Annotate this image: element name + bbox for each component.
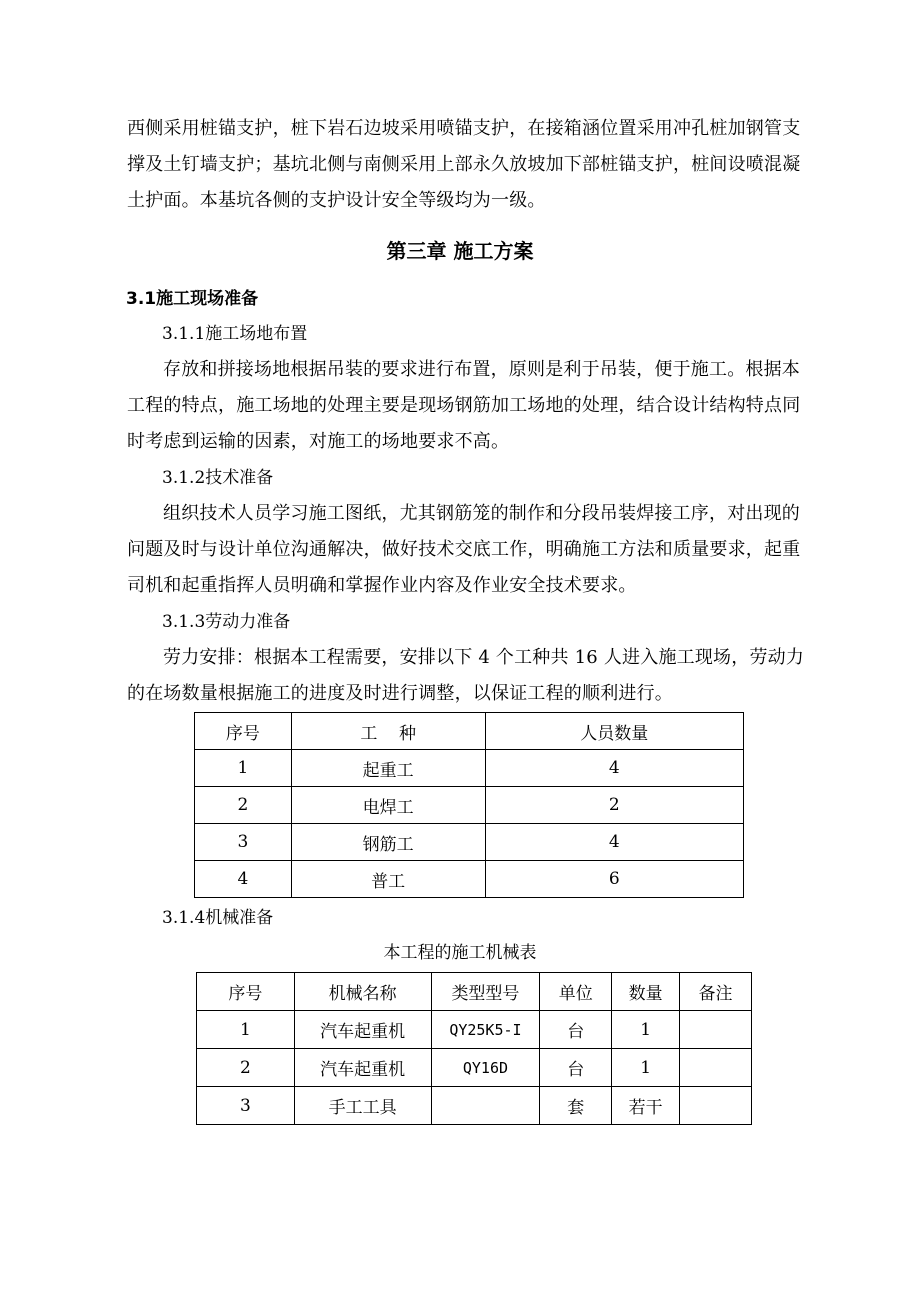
machinery-header-cell: 类型型号	[431, 973, 540, 1011]
section-heading: 3.1施工现场准备	[126, 289, 259, 309]
machinery-header-cell: 机械名称	[294, 973, 431, 1011]
machinery-header-cell: 数量	[612, 973, 680, 1011]
table-cell: 1	[197, 1011, 295, 1049]
table-row	[197, 1049, 752, 1087]
table-cell: 电焊工	[291, 787, 485, 824]
table-cell: 3	[195, 824, 292, 861]
intro-line-1: 西侧采用桩锚支护，桩下岩石边坡采用喷锚支护，在接箱涵位置采用冲孔桩加钢管支	[127, 118, 801, 139]
table-cell: 钢筋工	[291, 824, 485, 861]
table-cell: 1	[612, 1011, 680, 1049]
technical-prep-line-1: 组织技术人员学习施工图纸，尤其钢筋笼的制作和分段吊装焊接工序，对出现的	[163, 503, 800, 524]
table-cell: 若干	[612, 1087, 680, 1125]
table-row	[195, 787, 744, 824]
labor-header-cell: 序号	[195, 713, 292, 750]
site-layout-line-3: 时考虑到运输的因素，对施工的场地要求不高。	[127, 431, 510, 452]
table-cell: 4	[485, 824, 744, 861]
machinery-header-cell: 备注	[680, 973, 752, 1011]
table-cell: 1	[195, 750, 292, 787]
table-cell: 手工工具	[294, 1087, 431, 1125]
site-layout-line-2: 工程的特点，施工场地的处理主要是现场钢筋加工场地的处理，结合设计结构特点同	[127, 395, 801, 416]
machinery-prep-heading: 3.1.4机械准备	[162, 908, 274, 928]
table-cell	[680, 1011, 752, 1049]
table-cell: 汽车起重机	[294, 1049, 431, 1087]
technical-prep-line-2: 问题及时与设计单位沟通解决，做好技术交底工作，明确施工方法和质量要求，起重	[127, 539, 801, 560]
table-cell: 1	[612, 1049, 680, 1087]
labor-header-cell: 工 种	[291, 713, 485, 750]
table-cell: QY25K5-I	[431, 1011, 540, 1049]
table-cell: 3	[197, 1087, 295, 1125]
table-cell: 2	[195, 787, 292, 824]
table-cell: 4	[485, 750, 744, 787]
table-row	[195, 824, 744, 861]
table-cell: 起重工	[291, 750, 485, 787]
machinery-table-caption: 本工程的施工机械表	[383, 943, 537, 963]
machinery-table	[196, 972, 752, 1125]
labor-header-cell: 人员数量	[485, 713, 744, 750]
machinery-header-cell: 单位	[540, 973, 612, 1011]
table-cell: 台	[540, 1011, 612, 1049]
labor-table-header-row	[195, 713, 744, 750]
table-cell: 汽车起重机	[294, 1011, 431, 1049]
table-cell: 2	[197, 1049, 295, 1087]
table-cell	[680, 1049, 752, 1087]
site-layout-line-1: 存放和拼接场地根据吊装的要求进行布置，原则是利于吊装，便于施工。根据本	[163, 359, 800, 380]
table-cell	[431, 1087, 540, 1125]
technical-prep-heading: 3.1.2技术准备	[162, 468, 274, 488]
technical-prep-line-3: 司机和起重指挥人员明确和掌握作业内容及作业安全技术要求。	[127, 575, 637, 596]
table-cell	[680, 1087, 752, 1125]
table-row	[195, 861, 744, 898]
labor-prep-heading: 3.1.3劳动力准备	[162, 612, 291, 632]
table-cell: 4	[195, 861, 292, 898]
intro-line-3: 土护面。本基坑各侧的支护设计安全等级均为一级。	[127, 190, 546, 211]
machinery-header-cell: 序号	[197, 973, 295, 1011]
table-row	[197, 1011, 752, 1049]
labor-prep-line-2: 的在场数量根据施工的进度及时进行调整，以保证工程的顺利进行。	[127, 683, 673, 704]
table-cell: 2	[485, 787, 744, 824]
machinery-table-header-row	[197, 973, 752, 1011]
table-cell: 6	[485, 861, 744, 898]
site-layout-heading: 3.1.1施工场地布置	[162, 324, 308, 344]
labor-table	[194, 712, 744, 898]
table-cell: 普工	[291, 861, 485, 898]
table-cell: QY16D	[431, 1049, 540, 1087]
intro-line-2: 撑及土钉墙支护；基坑北侧与南侧采用上部永久放坡加下部桩锚支护，桩间设喷混凝	[127, 154, 801, 175]
table-cell: 台	[540, 1049, 612, 1087]
labor-prep-line-1: 劳力安排：根据本工程需要，安排以下 4 个工种共 16 人进入施工现场，劳动力	[163, 647, 805, 668]
table-row	[195, 750, 744, 787]
table-cell: 套	[540, 1087, 612, 1125]
table-row	[197, 1087, 752, 1125]
chapter-title: 第三章 施工方案	[386, 239, 534, 263]
